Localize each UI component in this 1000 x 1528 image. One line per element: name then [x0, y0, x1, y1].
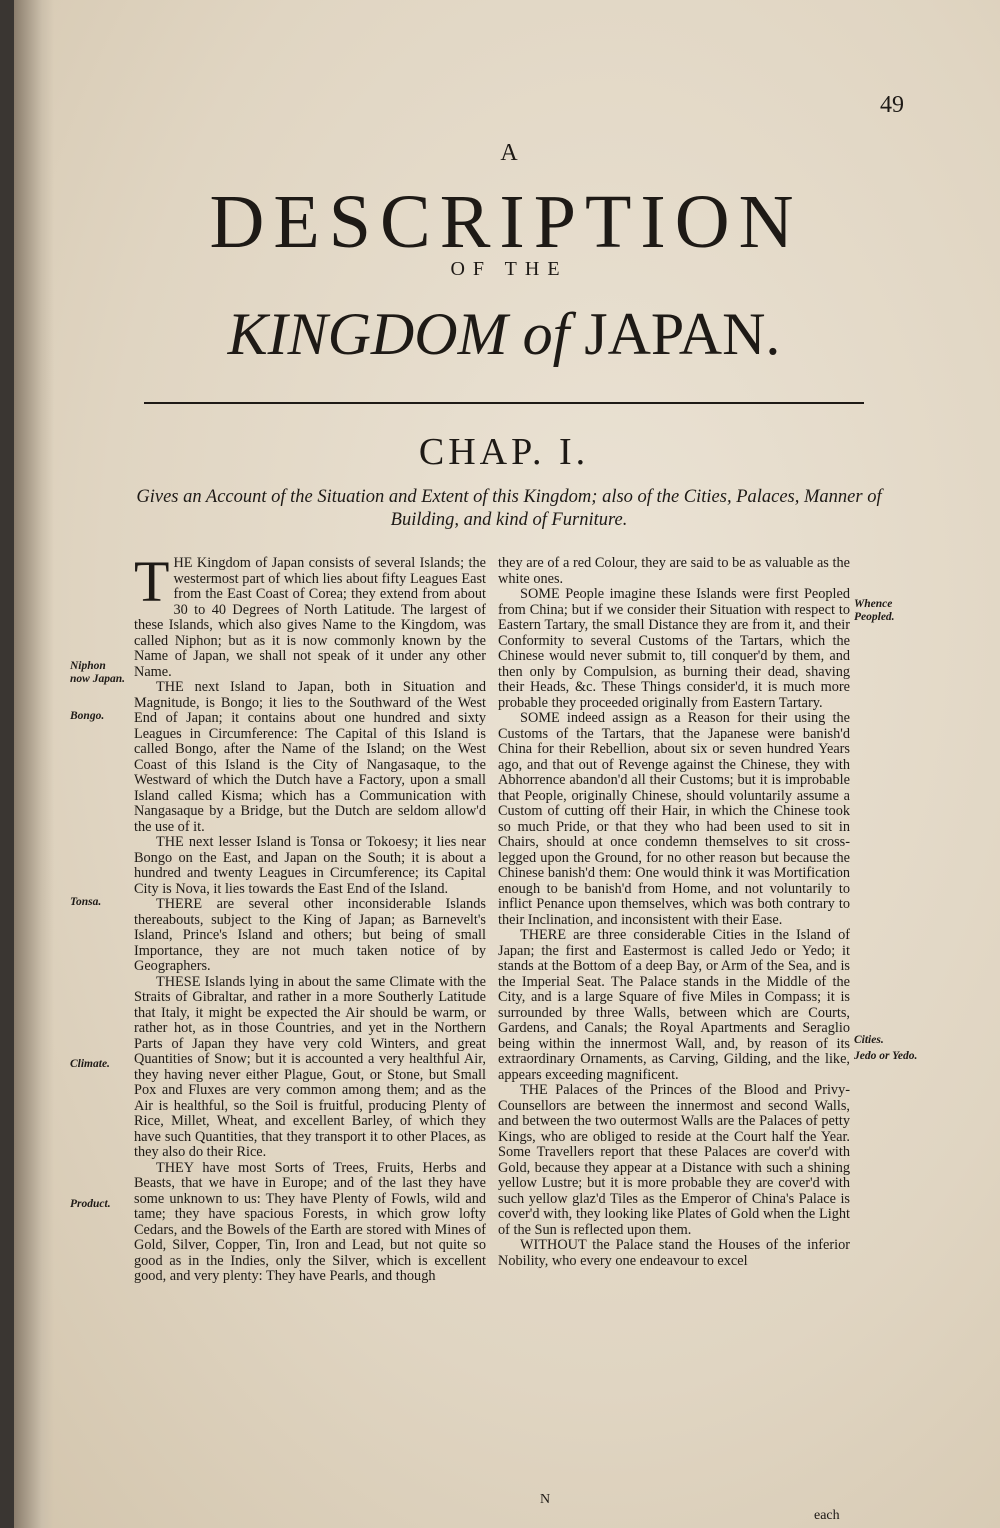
title-japan: JAPAN. [584, 301, 781, 367]
margin-note-jedo: Jedo or Yedo. [854, 1050, 918, 1062]
title-article: A [500, 140, 518, 166]
paragraph: THERE are several other inconsiderable Islands thereabouts, subject to the King of Japan; as Barnevelt's Island, Prince's Island and others; but being of small Importance, they are not much taken notice of by Geographers. [134, 896, 486, 974]
signature-mark: N [540, 1492, 551, 1507]
margin-note-whence: Whence Peopled. [854, 598, 895, 623]
page-gutter [14, 0, 54, 1528]
paragraph: SOME People imagine these Islands were first Peopled from China; but if we consider their Situation with respect to Eastern Tartary, the small Distance they are from it, and their Conformity to several Customs of the Tartars, which the Chinese would never submit to, till conquer'd by them, and then only by Compulsion, as burning their dead, shaving their Heads, &c. These Things consider'd, it is much more probable they proceeded originally from Eastern Tartary. [498, 586, 850, 711]
paragraph: SOME indeed assign as a Reason for their using the Customs of the Tartars, that the Japanese were banish'd China for their Rebellion, about six or seven hundred Years ago, and that out of Revenge against the Chinese, they with Abhorrence abandon'd all their Customs; but it is improbable that People, originally Chinese, should voluntarily assume a Custom of cutting off their Hair, in which the Chinese took so much Pride, or that they who had been used to sit in Chairs, should at once condemn themselves to sit cross-legged upon the Ground, for no other reason but because the Chinese banish'd them: One would think it was Mortification enough to be banish'd from Home, and not voluntarily to inflict Penance upon themselves, which was both contrary to their Inclination, and inconsistent with their Ease. [498, 710, 850, 928]
paragraph: THE Palaces of the Princes of the Blood and Privy-Counsellors are between the innermost and second Walls, and between the two outermost Walls are the Palaces of petty Kings, who are obliged to reside at the Court half the Year. Some Travellers report that these Palaces are cover'd with Gold, because they appear at a Distance with such a shining yellow Lustre; but it is more probable they are cover'd with such yellow glaz'd Tiles as the Emperor of China's Palace is cover'd with, they looking like Plates of Gold when the Light of the Sun is reflected upon them. [498, 1082, 850, 1238]
page-number: 49 [880, 92, 904, 118]
paragraph: they are of a red Colour, they are said to be as valuable as the white ones. [498, 556, 850, 587]
margin-note-product: Product. [70, 1198, 111, 1210]
title-of: of [522, 301, 570, 367]
margin-note-niphon: Niphon now Japan. [70, 660, 125, 685]
left-column [134, 556, 486, 1496]
margin-note-cities: Cities. [854, 1034, 884, 1046]
paragraph: THE Kingdom of Japan consists of several Islands; the westermost part of which lies about fifty Leagues East from the East Coast of Corea; they extend from about 30 to 40 Degrees of North Latitude. The largest of these Islands, which also gives Name to the Kingdom, was called Niphon; but as it is now commonly known by the Name of Japan, we shall not speak of it under any other Name. [134, 556, 486, 680]
drop-cap: T [134, 556, 170, 614]
paragraph: THERE are three considerable Cities in the Island of Japan; the first and Eastermost is called Jedo or Yedo; it stands at the Bottom of a deep Bay, or Arm of the Sea, and is the Imperial Seat. The Palace stands in the Middle of the City, and is a large Square of five Miles in Compass; it is surrounded by three Walls, between which are Courts, Gardens, and Canals; the Royal Apartments and Seraglio being within the innermost Wall, and, by reason of its extraordinary Ornaments, as Carving, Gilding, and the like, appears exceeding magnificent. [498, 927, 850, 1083]
chapter-heading: CHAP. I. [418, 431, 590, 473]
title-kingdom-line [114, 300, 894, 368]
paragraph: WITHOUT the Palace stand the Houses of the inferior Nobility, who every one endeavour to excel [498, 1237, 850, 1269]
title-rule [144, 402, 864, 404]
margin-note-bongo: Bongo. [70, 710, 105, 722]
paragraph: THE next lesser Island is Tonsa or Tokoesy; it lies near Bongo on the East, and Japan on the South; it is about a hundred and twenty Leagues in Circumference; its Capital City is Nova, it lies towards the East End of the Island. [134, 834, 486, 897]
title-kingdom: KINGDOM [227, 301, 508, 367]
title-of-the: OF THE [450, 258, 568, 280]
margin-note-climate: Climate. [70, 1058, 110, 1070]
title-description: DESCRIPTION [209, 180, 803, 264]
paragraph: THESE Islands lying in about the same Climate with the Straits of Gibraltar, and rather in a more Southerly Latitude that Italy, it might be expected the Air should be warm, or rather hot, as in those Countries, and yet in the Northern Parts of Japan they have very cold Winters, and great Quantities of Snow; but it is accounted a very healthful Air, they having never either Plague, Gout, or Stone, but Small Pox and Fluxes are very common among them; and as the Air is healthful, so the Soil is fruitful, producing Plenty of Rice, Millet, Wheat, and excellent Barley, of which they have such Quantities, that they transport it to other Places, as they also do their Rice. [134, 973, 486, 1160]
margin-note-tonsa: Tonsa. [70, 896, 102, 908]
book-page [14, 0, 1000, 1528]
chapter-summary: Gives an Account of the Situation and Extent of this Kingdom; also of the Cities, Palaces, Manner of Building, and kind of Furniture. [136, 487, 882, 530]
catchword: each [814, 1508, 840, 1523]
paragraph: THEY have most Sorts of Trees, Fruits, Herbs and Beasts, that we have in Europe; and of the last they have some unknown to us: They have Plenty of Fowls, wild and tame; they have spacious Forests, in which grow lofty Cedars, and the Bowels of the Earth are stored with Mines of Gold, Silver, Copper, Tin, Iron and Lead, but not quite so good as in the Indies, only the Silver, which is excellent good, and very plenty: They have Pearls, and though [134, 1159, 486, 1284]
right-column [498, 556, 850, 1496]
paragraph: THE next Island to Japan, both in Situation and Magnitude, is Bongo; it lies to the Southward of the West End of Japan; it contains about one hundred and sixty Leagues in Circumference: The Capital of this Island is called Bongo, after the Name of the Island; on the West Coast of this Island is the City of Nangasaque, to the Westward of which the Dutch have a Factory, upon a small Island called Kisma; which has a Communication with Nangasaque by a Bridge, but the Dutch are seldom allow'd the use of it. [134, 679, 486, 835]
